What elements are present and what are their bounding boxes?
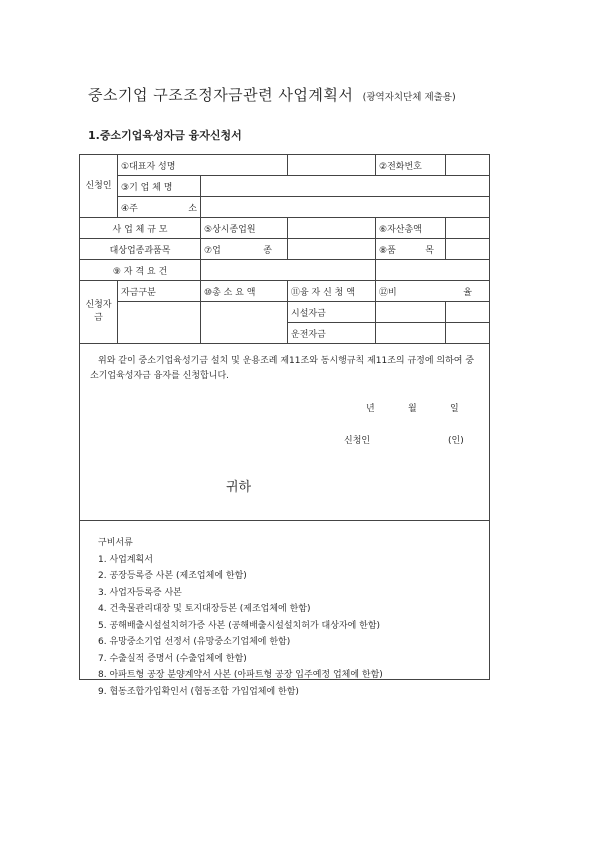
applicant-sign-label: 신청인: [344, 436, 371, 446]
title-sub: (광역자치단체 제출용): [362, 92, 456, 103]
company-label: ③기 업 체 명: [118, 176, 201, 197]
required-documents-section: [80, 521, 490, 697]
facility-ratio-field[interactable]: [446, 302, 490, 323]
addressee: 귀하: [226, 480, 252, 495]
scale-label: 사 업 체 규 모: [80, 218, 201, 239]
document-title: [88, 84, 528, 105]
document-item: 1. 사업계획서: [98, 554, 153, 565]
facility-field[interactable]: [376, 302, 446, 323]
loan-request-label: ⑪융 자 신 청 액: [288, 281, 376, 302]
address-label: ④주 소: [118, 197, 201, 218]
year-label: 년: [366, 404, 375, 414]
assets-field[interactable]: [446, 218, 490, 239]
rep-name-field[interactable]: [288, 155, 376, 176]
company-field[interactable]: [201, 176, 490, 197]
facility-label: 시설자금: [288, 302, 376, 323]
phone-label: ②전화번호: [376, 155, 446, 176]
section-heading: 1.중소기업육성자금 융자신청서: [88, 129, 242, 142]
product-field[interactable]: [446, 239, 490, 260]
assets-label: ⑥자산총액: [376, 218, 446, 239]
total-need-label: ⑩총 소 요 액: [201, 281, 288, 302]
documents-heading: 구비서류: [98, 538, 133, 548]
qualification-label: ⑨ 자 격 요 건: [80, 260, 201, 281]
title-main: 중소기업 구조조정자금관련 사업계획서: [88, 86, 354, 104]
total-need-field[interactable]: [201, 302, 288, 344]
document-item: 7. 수출실적 증명서 (수출업체에 한함): [98, 653, 247, 664]
day-label: 일: [450, 404, 459, 414]
document-item: 4. 건축물관리대장 및 토지대장등본 (제조업체에 한함): [98, 604, 311, 614]
employees-field[interactable]: [288, 218, 376, 239]
business-field[interactable]: [288, 239, 376, 260]
industry-label: 대상업종과품목: [80, 239, 201, 260]
funds-label: 신청자금: [80, 281, 118, 344]
document-item: 3. 사업자등록증 사본: [98, 587, 182, 598]
operating-label: 운전자금: [288, 323, 376, 344]
declaration-text: 위와 같이 중소기업육성기금 설치 및 운용조례 제11조와 동시행규칙 제11조의 규정에 의하여 중소기업육성자금 융자를 신청합니다.: [90, 356, 475, 381]
operating-ratio-field[interactable]: [446, 323, 490, 344]
declaration-section: [80, 344, 490, 521]
fund-type-field[interactable]: [118, 302, 201, 344]
phone-field[interactable]: [446, 155, 490, 176]
document-item: 5. 공해배출시설설치허가증 사본 (공해배출시설설치허가 대상자에 한함): [98, 620, 381, 631]
month-label: 월: [408, 404, 417, 414]
applicant-label: 신청인: [80, 155, 118, 218]
fund-type-label: 자금구분: [118, 281, 201, 302]
product-label: ⑧품 목: [376, 239, 446, 260]
business-label: ⑦업 종: [201, 239, 288, 260]
seal-label: (인): [448, 436, 464, 446]
address-field[interactable]: [201, 197, 490, 218]
operating-field[interactable]: [376, 323, 446, 344]
document-item: 8. 아파트형 공장 분양계약서 사본 (아파트형 공장 입주예정 업체에 한함): [98, 670, 383, 680]
qualification-field-2[interactable]: [376, 260, 490, 281]
document-item: 6. 유망중소기업 선정서 (유망중소기업체에 한함): [98, 637, 291, 647]
qualification-field[interactable]: [201, 260, 376, 281]
ratio-label: ⑫비 율: [376, 281, 490, 302]
rep-name-label: ①대표자 성명: [118, 155, 288, 176]
loan-application-form: [79, 154, 490, 697]
document-item: 2. 공장등록증 사본 (제조업체에 한함): [98, 571, 247, 581]
document-item: 9. 협동조합가입확인서 (협동조합 가입업체에 한함): [98, 686, 299, 697]
employees-label: ⑤상시종업원: [201, 218, 288, 239]
